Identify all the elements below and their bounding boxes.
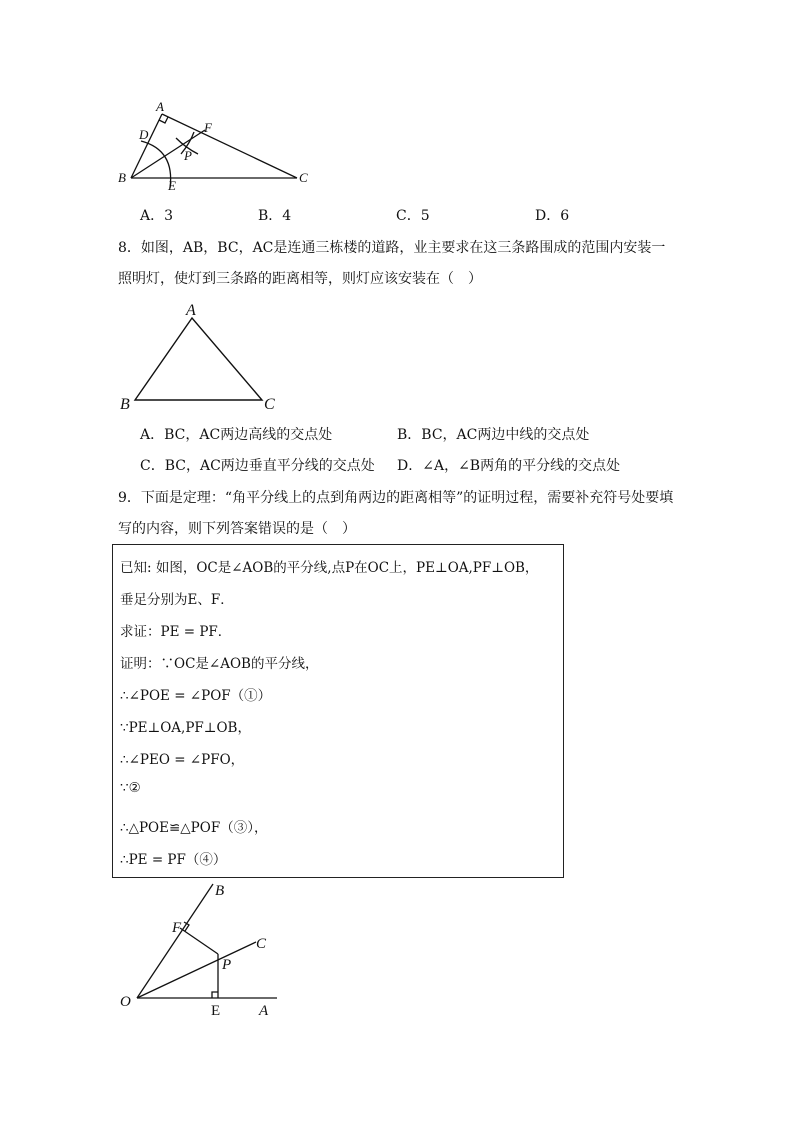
label-D: D — [139, 127, 149, 142]
proof-to-prove: 求证：PE = PF． — [120, 624, 232, 640]
label-F: F — [172, 920, 182, 936]
proof-step-7: ∴PE = PF（④） — [120, 852, 227, 868]
segment-PF — [180, 928, 218, 954]
label-P: P — [184, 148, 192, 163]
label-C: C — [256, 936, 267, 952]
q8-option-a: A．BC，AC两边高线的交点处 — [140, 427, 333, 443]
label-E: E — [211, 1003, 221, 1019]
ray-OC — [137, 942, 256, 998]
proof-feet: 垂足分别为E、F． — [120, 592, 234, 608]
proof-given: 已知: 如图，OC是∠AOB的平分线,点P在OC上，PE⊥OA,PF⊥OB， — [120, 560, 539, 576]
q8-stem-line1: 8．如图，AB，BC，AC是连通三栋楼的道路，业主要求在这三条路围成的范围内安装一 — [118, 240, 666, 256]
q8-option-d: D．∠A，∠B两角的平分线的交点处 — [397, 458, 621, 474]
label-F: F — [204, 120, 212, 135]
label-A: A — [259, 1003, 269, 1019]
ray-OB — [137, 884, 213, 998]
q7-option-a: A．3 — [140, 208, 174, 224]
label-P: P — [222, 957, 232, 973]
label-B: B — [118, 170, 126, 185]
q8-option-b: B．BC，AC两边中线的交点处 — [397, 427, 590, 443]
label-E: E — [168, 178, 176, 193]
q7-option-b: B．4 — [258, 208, 292, 224]
right-angle-mark-E — [212, 992, 218, 998]
label-A: A — [156, 99, 164, 114]
proof-step-3: ∵PE⊥OA,PF⊥OB， — [120, 720, 251, 736]
proof-step-5: ∵② — [120, 780, 141, 796]
label-B: B — [120, 396, 130, 413]
label-O: O — [120, 994, 131, 1010]
label-B: B — [215, 883, 225, 899]
label-C: C — [264, 396, 275, 413]
q9-stem-line1: 9．下面是定理：“角平分线上的点到角两边的距离相等”的证明过程，需要补充符号处要填 — [118, 490, 674, 506]
proof-step-6: ∴△POE≌△POF（③）， — [120, 820, 268, 836]
q7-option-d: D．6 — [535, 208, 570, 224]
q8-stem-line2: 照明灯，使灯到三条路的距离相等，则灯应该安装在（ ） — [118, 271, 482, 287]
proof-step-2: ∴∠POE = ∠POF（①） — [120, 688, 272, 704]
proof-step-1: 证明：∵OC是∠AOB的平分线， — [120, 656, 319, 672]
q7-option-c: C．5 — [396, 208, 430, 224]
label-C: C — [299, 170, 308, 185]
q8-option-c: C．BC，AC两边垂直平分线的交点处 — [140, 458, 375, 474]
label-A: A — [186, 302, 196, 319]
q9-stem-line2: 写的内容，则下列答案错误的是（ ） — [118, 521, 356, 537]
proof-step-4: ∴∠PEO = ∠PFO， — [120, 752, 245, 768]
